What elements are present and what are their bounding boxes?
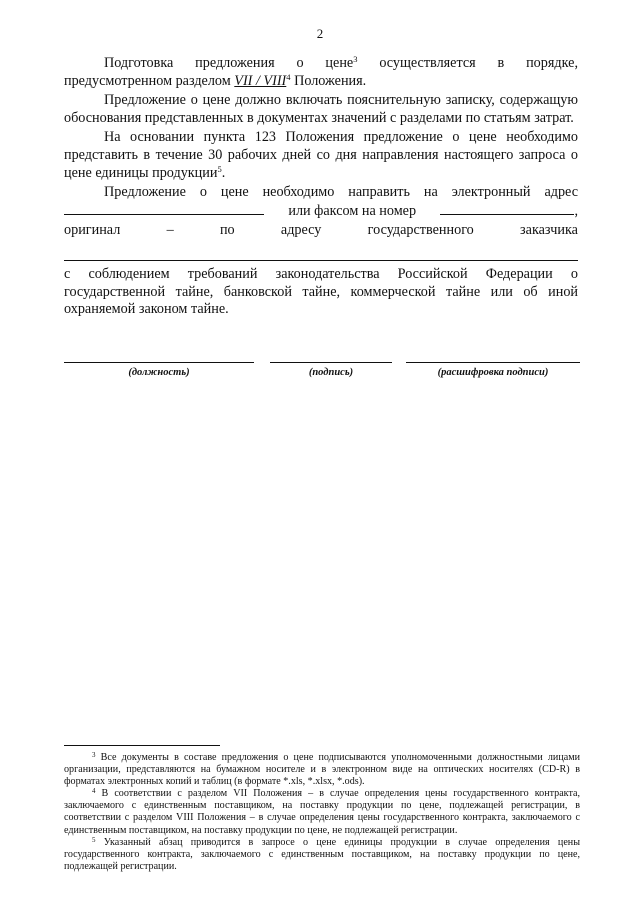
signature-caption: (подпись) xyxy=(308,367,354,378)
position-blank-line[interactable] xyxy=(64,362,254,363)
paragraph-deadline: На основании пункта 123 Положения предложение о цене необходимо представить в течение 30 рабочих дней со дня направления настоящего запроса о цене единицы продукции$^5$. xyxy=(64,129,578,181)
footnote-5: $^5$ Указанный абзац приводится в запросе о цене единицы продукции в случае определения цены государственного контракта, заключаемого с единственным поставщиком, на поставку продукции по цене, подлежащей регистрации. xyxy=(64,835,580,872)
footnote-3: $^3$ Все документы в составе предложения о цене подписываются уполномоченными должностными лицами организации, представляются на бумажном носителе и в электронном виде на оптических носителях (CD-R) в форматах электронных копий и таблиц (в формате *.xls, *.xlsx, *.ods). xyxy=(64,751,580,788)
position-caption: (должность) xyxy=(128,367,190,378)
page-number: 2 xyxy=(316,26,324,41)
main-text xyxy=(64,55,578,319)
footnote-ref-4[interactable]: 4 xyxy=(286,71,291,82)
signature-block xyxy=(64,362,580,392)
decryption-caption: (расшифровка подписи) xyxy=(437,367,549,378)
signature-blank-line[interactable] xyxy=(270,362,392,363)
footnotes xyxy=(64,752,580,873)
paragraph-explanatory-note: Предложение о цене должно включать пояснительную записку, содержащую обоснования представленных в документах значений с разделами по статьям затрат. xyxy=(64,92,578,126)
fax-blank-field[interactable] xyxy=(440,202,574,215)
or-fax-label: или факсом на номер xyxy=(288,202,417,219)
email-blank-field[interactable] xyxy=(64,202,264,215)
footnote-ref-5[interactable]: 5 xyxy=(217,163,222,174)
footnote-ref-3[interactable]: 3 xyxy=(353,54,358,64)
paragraph-send-address: Предложение о цене необходимо направить на электронный адрес xyxy=(104,184,578,201)
section-reference: VII / VIII xyxy=(234,72,287,89)
footnote-4: $^4$ В соответствии с разделом VII Положения – в случае определения цены государственного контракта, заключаемого с единственным поставщиком, на поставку продукции по цене, подлежащей регистрации, в соответствии с разделом VIII Положения – в случае определения цены государственного контракта, заключаемого с единственным поставщиком, на поставку продукции по цене, не подлежащей регистрации. xyxy=(64,787,580,836)
paragraph-confidentiality: с соблюдением требований законодательства Российской Федерации о государственной тайне, банковской тайне, коммерческой тайне или об иной охраняемой законом тайне. xyxy=(64,265,578,318)
original-address-row: оригинал – по адресу государственного заказчика xyxy=(64,222,578,239)
paragraph-preparation: Подготовка предложения о цене$^3$ осуществляется в порядке, предусмотренном разделом VII / VIII$^4$ Положения. xyxy=(64,54,578,89)
email-fax-row: или факсом на номер , xyxy=(64,202,578,221)
address-blank-field[interactable] xyxy=(64,240,578,261)
footnote-divider xyxy=(64,745,220,746)
decryption-blank-line[interactable] xyxy=(406,362,580,363)
